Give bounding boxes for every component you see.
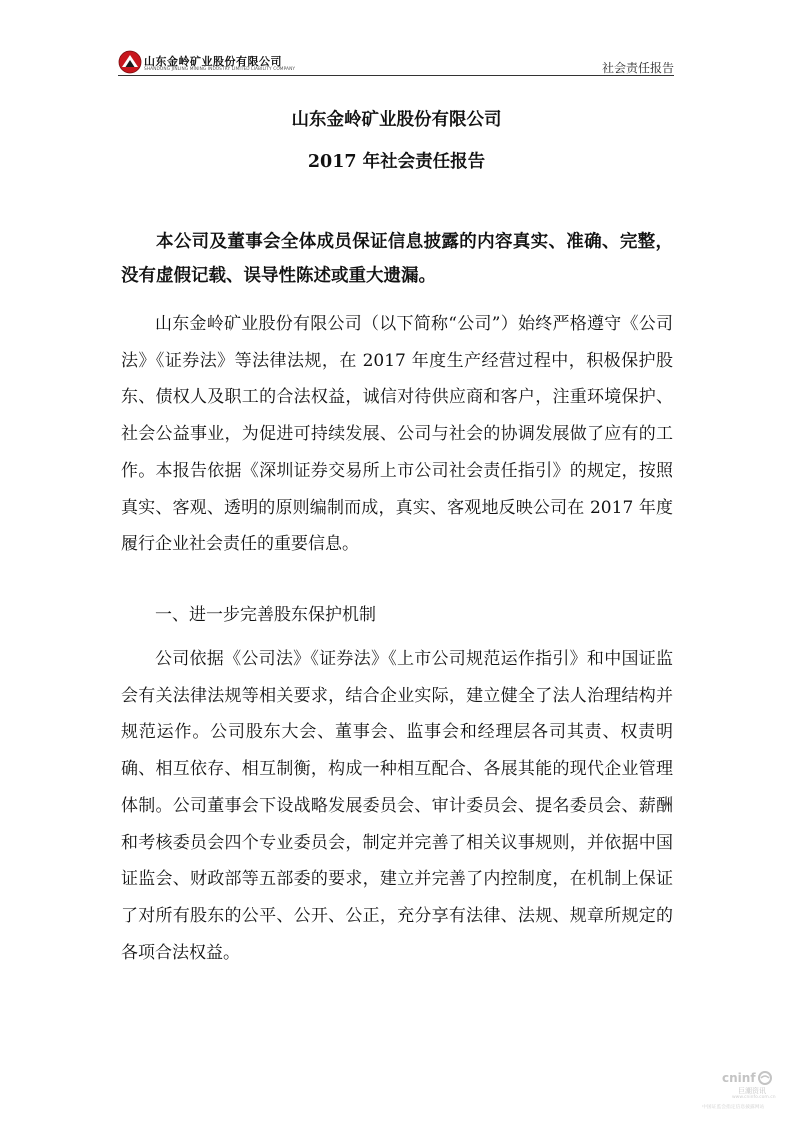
section-heading: 一、进一步完善股东保护机制 <box>155 605 376 625</box>
watermark-desc: 中国证监会指定信息披露网站 <box>702 1105 765 1110</box>
header-company-name: 山东金岭矿业股份有限公司 <box>144 55 282 68</box>
header-divider <box>118 75 674 76</box>
header-report-tag: 社会责任报告 <box>601 61 674 75</box>
declaration-paragraph: 本公司及董事会全体成员保证信息披露的内容真实、准确、完整，没有虚假记载、误导性陈述或重大遗漏。 <box>121 232 673 286</box>
page-header <box>118 46 674 76</box>
cninfo-watermark <box>698 1070 780 1114</box>
company-logo-icon <box>118 50 142 74</box>
section-paragraph: 公司依据《公司法》《证券法》《上市公司规范运作指引》和中国证监会有关法律法规等相关要求，结合企业实际，建立健全了法人治理结构并规范运作。公司股东大会、董事会、监事会和经理层各司其责、权责明确、相互依存、相互制衡，构成一种相互配合、各展其能的现代企业管理体制。公司董事会下设战略发展委员会、审计委员会、提名委员会、薪酬和考核委员会四个专业委员会，制定并完善了相关议事规则，并依据中国证监会、财政部等五部委的要求，建立并完善了内控制度，在机制上保证了对所有股东的公平、公开、公正，充分享有法律、法规、规章所规定的各项合法权益。 <box>121 649 673 963</box>
watermark-url: www.cninfo.com.cn <box>732 1095 776 1100</box>
cninfo-logo-icon <box>758 1071 772 1085</box>
intro-paragraph: 山东金岭矿业股份有限公司（以下简称“公司”）始终严格遵守《公司法》《证券法》等法律法规，在 2017 年度生产经营过程中，积极保护股东、债权人及职工的合法权益，诚信对待供应商和客户，注重环境保护、社会公益事业，为促进可持续发展、公司与社会的协调发展做了应有的工作。本报告依据《深圳证券交易所上市公司社会责任指引》的规定，按照真实、客观、透明的原则编制而成，真实、客观地反映公司在 2017 年度履行企业社会责任的重要信息。 <box>121 314 673 555</box>
watermark-brand: cninf <box>722 1071 756 1085</box>
document-subtitle: 2017 年社会责任报告 <box>307 152 486 172</box>
watermark-brand-cn: 巨潮资讯 <box>738 1087 766 1095</box>
header-company-name-en: SHANDONG JINLING MINING INDUSTRY LIMITED LIABILITY COMPANY <box>144 67 296 72</box>
document-title: 山东金岭矿业股份有限公司 <box>291 110 502 130</box>
